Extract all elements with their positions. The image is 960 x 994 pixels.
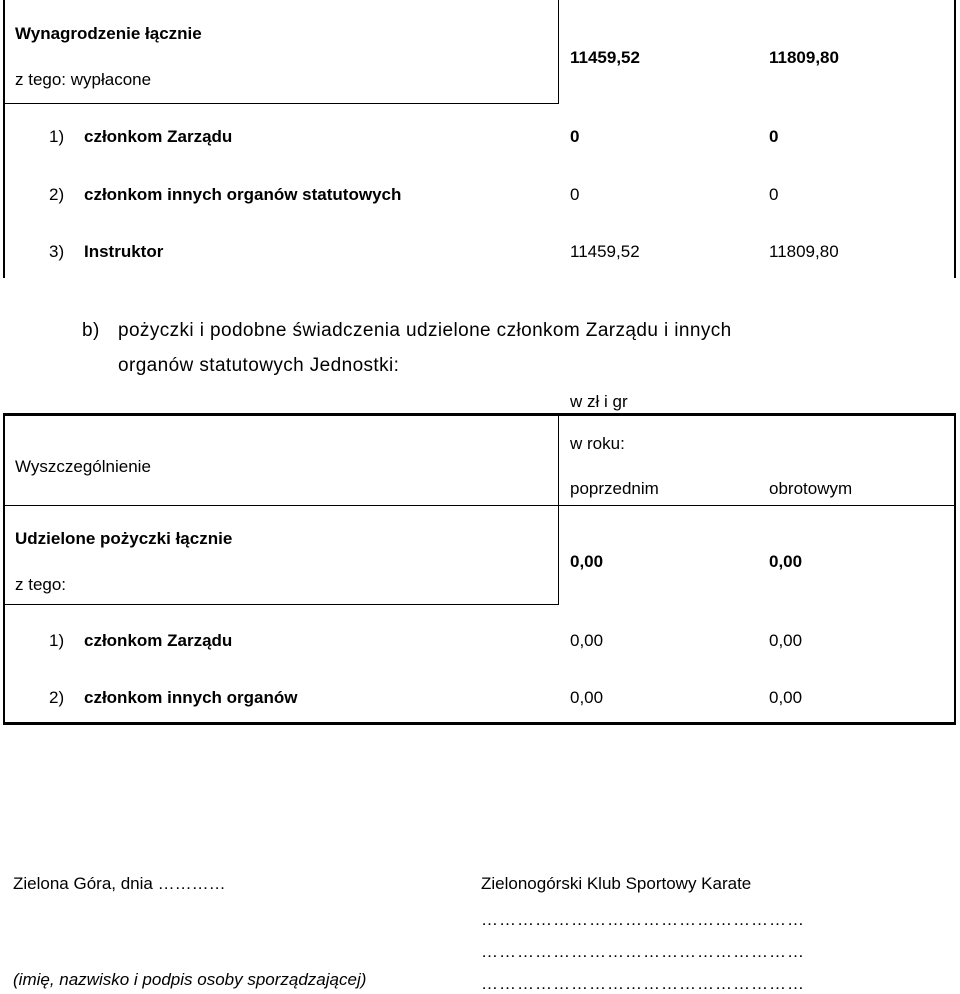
row-curr-value: 0,00 — [769, 631, 803, 650]
loans-total-subtitle: z tego: — [15, 575, 67, 594]
row-label: członkom Zarządu — [84, 127, 233, 146]
row-prev-value: 0 — [570, 185, 580, 204]
row-label: członkom innych organów — [84, 688, 298, 707]
organization-name: Zielonogórski Klub Sportowy Karate — [481, 874, 752, 893]
row-number: 2) — [49, 688, 65, 707]
remuneration-total-subtitle: z tego: wypłacone — [15, 70, 152, 89]
row-curr-value: 0 — [769, 127, 779, 146]
table2-total-divider — [3, 604, 559, 605]
curr-year-label: obrotowym — [769, 479, 853, 498]
table2-left-border — [3, 413, 5, 725]
table1-right-border — [954, 0, 956, 278]
table2-bottom-border — [3, 722, 956, 725]
row-label: członkom innych organów statutowych — [84, 185, 402, 204]
remuneration-total-curr: 11809,80 — [769, 48, 839, 67]
row-curr-value: 0,00 — [769, 688, 803, 707]
loans-total-prev: 0,00 — [570, 552, 604, 571]
table2-header-divider — [3, 505, 956, 506]
table1-header-divider — [3, 103, 559, 104]
row-number: 1) — [49, 127, 65, 146]
row-prev-value: 0,00 — [570, 631, 604, 650]
row-number: 2) — [49, 185, 65, 204]
year-label: w roku: — [570, 434, 625, 453]
preparer-note: (imię, nazwisko i podpis osoby sporządzającej) — [13, 970, 367, 989]
row-prev-value: 0,00 — [570, 688, 604, 707]
table2-col-divider — [558, 413, 559, 605]
unit-label: w zł i gr — [570, 392, 628, 411]
signature-dots: ……………………………………………… — [481, 910, 805, 929]
table2-right-border — [954, 413, 956, 725]
section-b-line1: pożyczki i podobne świadczenia udzielone członkom Zarządu i innych — [118, 320, 732, 341]
table2-top-border — [3, 413, 956, 416]
place-date: Zielona Góra, dnia ………… — [13, 874, 226, 893]
row-curr-value: 0 — [769, 185, 779, 204]
loans-total-title: Udzielone pożyczki łącznie — [15, 529, 233, 548]
row-prev-value: 11459,52 — [570, 242, 640, 261]
section-b-marker: b) — [82, 320, 100, 341]
row-label: Instruktor — [84, 242, 164, 261]
section-b-line2: organów statutowych Jednostki: — [118, 355, 400, 376]
table1-left-border — [3, 0, 5, 278]
loans-total-curr: 0,00 — [769, 552, 803, 571]
prev-year-label: poprzednim — [570, 479, 659, 498]
row-number: 3) — [49, 242, 65, 261]
row-curr-value: 11809,80 — [769, 242, 839, 261]
remuneration-total-prev: 11459,52 — [570, 48, 640, 67]
signature-dots: ……………………………………………… — [481, 974, 805, 993]
remuneration-total-title: Wynagrodzenie łącznie — [15, 24, 202, 43]
table1-col-divider — [558, 0, 559, 104]
row-label: członkom Zarządu — [84, 631, 233, 650]
row-prev-value: 0 — [570, 127, 580, 146]
signature-dots: ……………………………………………… — [481, 942, 805, 961]
column-label: Wyszczególnienie — [15, 457, 151, 476]
row-number: 1) — [49, 631, 65, 650]
